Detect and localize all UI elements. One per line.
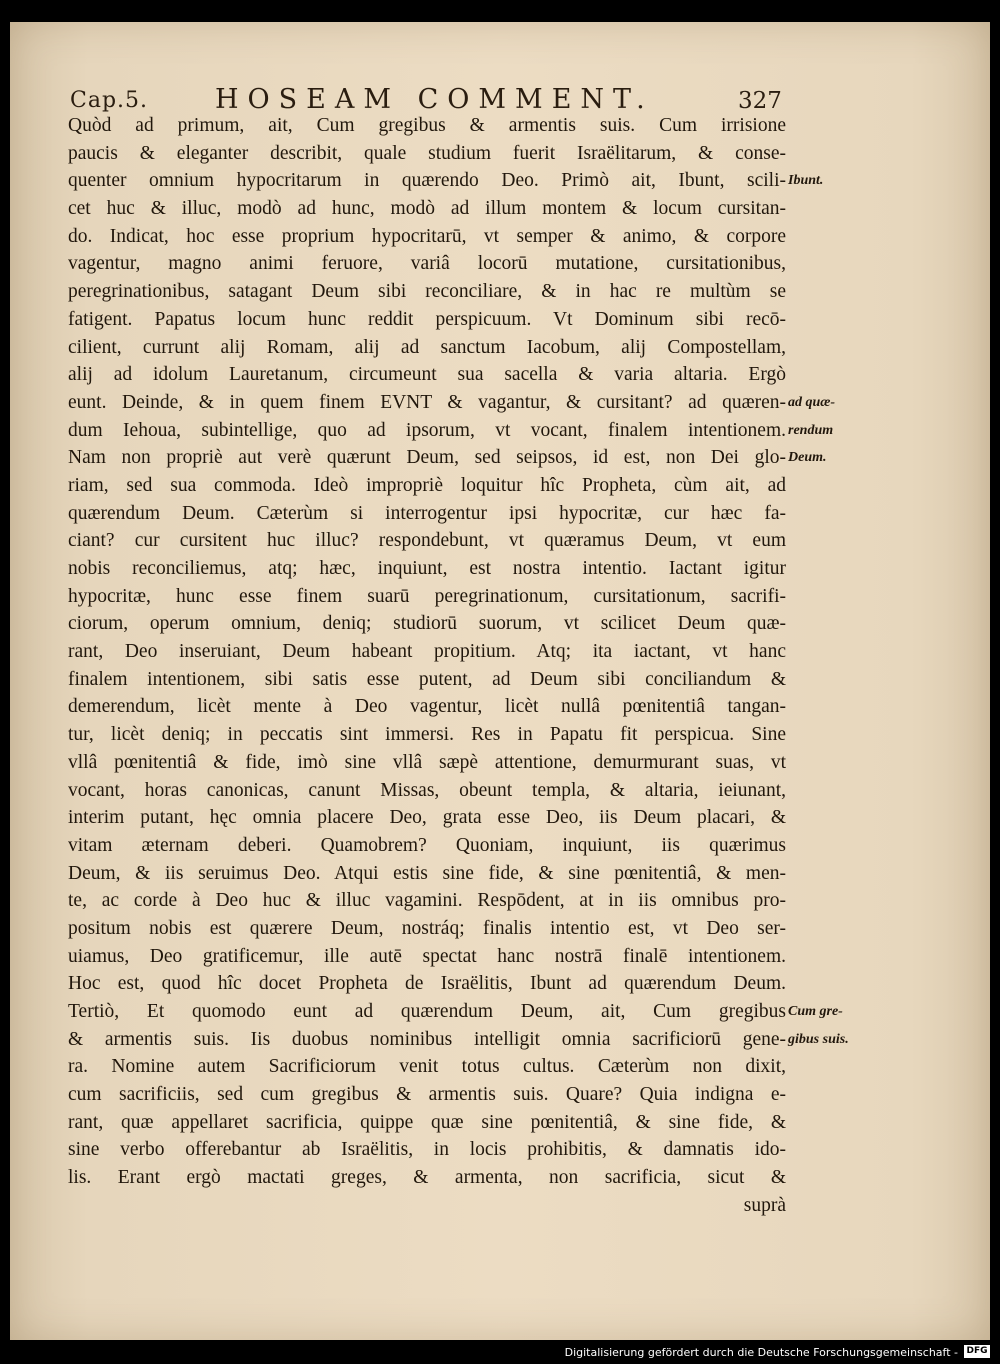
text-line: vitam æternam deberi. Quamobrem? Quoniam, inquiunt, iis quærimus	[68, 834, 786, 856]
running-title: HOSEAM COMMENT.	[215, 84, 654, 115]
text-line: vocant, horas canonicas, canunt Missas, obeunt templa, & altaria, ieiunant,	[68, 779, 786, 801]
text-line: Hoc est, quod hîc docet Propheta de Israëlitis, Ibunt ad quærendum Deum.	[68, 973, 786, 995]
text-line: peregrinationibus, satagant Deum sibi reconciliare, & in hac re multùm se	[68, 281, 786, 303]
text-line: vllâ pœnitentiâ & fide, imò sine vllâ sæpè attentione, demurmurant suas, vt	[68, 751, 786, 773]
text-line: ra. Nomine autem Sacrificiorum venit totus cultus. Cæterùm non dixit,	[68, 1056, 786, 1078]
text-line: Deum, & iis seruimus Deo. Atqui estis sine fide, & sine pœnitentiâ, & men-	[68, 862, 786, 884]
footer-credit: Digitalisierung gefördert durch die Deutsche Forschungsgemeinschaft -	[564, 1346, 958, 1359]
text-line: Tertiò, Et quomodo eunt ad quærendum Deum, ait, Cum gregibus	[68, 1001, 786, 1022]
margin-note: gibus suis.	[788, 1032, 849, 1048]
text-line: interim putant, hęc omnia placere Deo, grata esse Deo, iis Deum placari, &	[68, 807, 786, 829]
margin-note: rendum	[788, 422, 834, 438]
text-line: rant, quæ appellaret sacrificia, quippe quæ sine pœnitentiâ, & sine fide, &	[68, 1111, 786, 1133]
text-line: ciorum, operum omnium, deniq; studiorū suorum, vt scilicet Deum quæ-	[68, 613, 786, 635]
text-line: tur, licèt deniq; in peccatis sint immersi. Res in Papatu fit perspicua. Sine	[68, 724, 786, 746]
text-line: alij ad idolum Lauretanum, circumeunt sua sacella & varia altaria. Ergò	[68, 364, 786, 386]
text-line: do. Indicat, hoc esse proprium hypocritarū, vt semper & animo, & corpore	[68, 225, 786, 247]
text-line: finalem intentionem, sibi satis esse putent, ad Deum sibi conciliandum &	[68, 668, 786, 690]
text-line: Nam non propriè aut verè quærunt Deum, sed seipsos, id est, non Dei glo-	[68, 447, 786, 469]
text-line: suprà	[743, 1194, 786, 1216]
text-line: uiamus, Deo gratificemur, ille autē spectat hanc nostrā finalē intentionem.	[68, 945, 786, 967]
text-line: cum sacrificiis, sed cum gregibus & armentis suis. Quare? Quia indigna e-	[68, 1084, 786, 1106]
text-line: Quòd ad primum, ait, Cum gregibus & armentis suis. Cum irrisione	[68, 115, 786, 136]
text-line: sine verbo offerebantur ab Israëlitis, in locis prohibitis, & damnatis ido-	[68, 1139, 786, 1161]
text-line: cet huc & illuc, modò ad hunc, modò ad illum montem & locum cursitan-	[68, 198, 786, 220]
book-page	[10, 22, 990, 1340]
text-line: rant, Deo inseruiant, Deum habeant propitium. Atq; ita iactant, vt hanc	[68, 641, 786, 663]
text-line: quærendum Deum. Cæterùm si interrogentur ipsi hypocritæ, cur hæc fa-	[68, 502, 786, 524]
text-line: vagentur, magno animi feruore, variâ locorū mutatione, cursitationibus,	[68, 253, 786, 275]
text-line: fatigent. Papatus locum hunc reddit perspicuum. Vt Dominum sibi recō-	[68, 308, 786, 330]
margin-note: Cum gre-	[788, 1004, 843, 1020]
text-line: quenter omnium hypocritarum in quærendo Deo. Primò ait, Ibunt, scili-	[68, 170, 786, 192]
text-line: lis. Erant ergò mactati greges, & armenta, non sacrificia, sicut &	[68, 1167, 786, 1189]
text-line: paucis & eleganter describit, quale studium fuerit Israëlitarum, & conse-	[68, 142, 786, 164]
margin-note: Deum.	[788, 450, 827, 466]
text-line: demerendum, licèt mente à Deo vagentur, licèt nullâ pœnitentiâ tangan-	[68, 696, 786, 718]
text-line: & armentis suis. Iis duobus nominibus intelligit omnia sacrificiorū gene-	[68, 1028, 786, 1050]
text-line: nobis reconciliemus, atq; hæc, inquiunt, est nostra intentio. Iactant igitur	[68, 558, 786, 579]
text-line: cilient, currunt alij Romam, alij ad sanctum Iacobum, alij Compostellam,	[68, 336, 786, 358]
text-line: riam, sed sua commoda. Ideò impropriè loquitur hîc Propheta, cùm ait, ad	[68, 474, 786, 496]
text-line: hypocritæ, hunc esse finem suarū peregrinationum, cursitationum, sacrifi-	[68, 585, 786, 607]
dfg-logo: DFG	[964, 1345, 990, 1358]
margin-note: ad quæ-	[788, 395, 836, 410]
text-line: ciant? cur cursitent huc illuc? respondebunt, vt quæramus Deum, vt eum	[68, 530, 786, 552]
page-number: 327	[738, 88, 782, 114]
text-line: te, ac corde à Deo huc & illuc vagamini. Respōdent, at in iis omnibus pro-	[68, 890, 786, 912]
text-line: dum Iehoua, subintellige, quo ad ipsorum, vt vocant, finalem intentionem.	[68, 419, 786, 441]
body-text	[68, 112, 786, 1220]
text-line: positum nobis est quærere Deum, nostráq; finalis intentio est, vt Deo ser-	[68, 917, 786, 939]
chapter-label: Cap.5.	[70, 88, 149, 113]
text-line: eunt. Deinde, & in quem finem EVNT & vagantur, & cursitant? ad quæren-	[68, 391, 786, 413]
margin-note: Ibunt.	[788, 173, 824, 189]
